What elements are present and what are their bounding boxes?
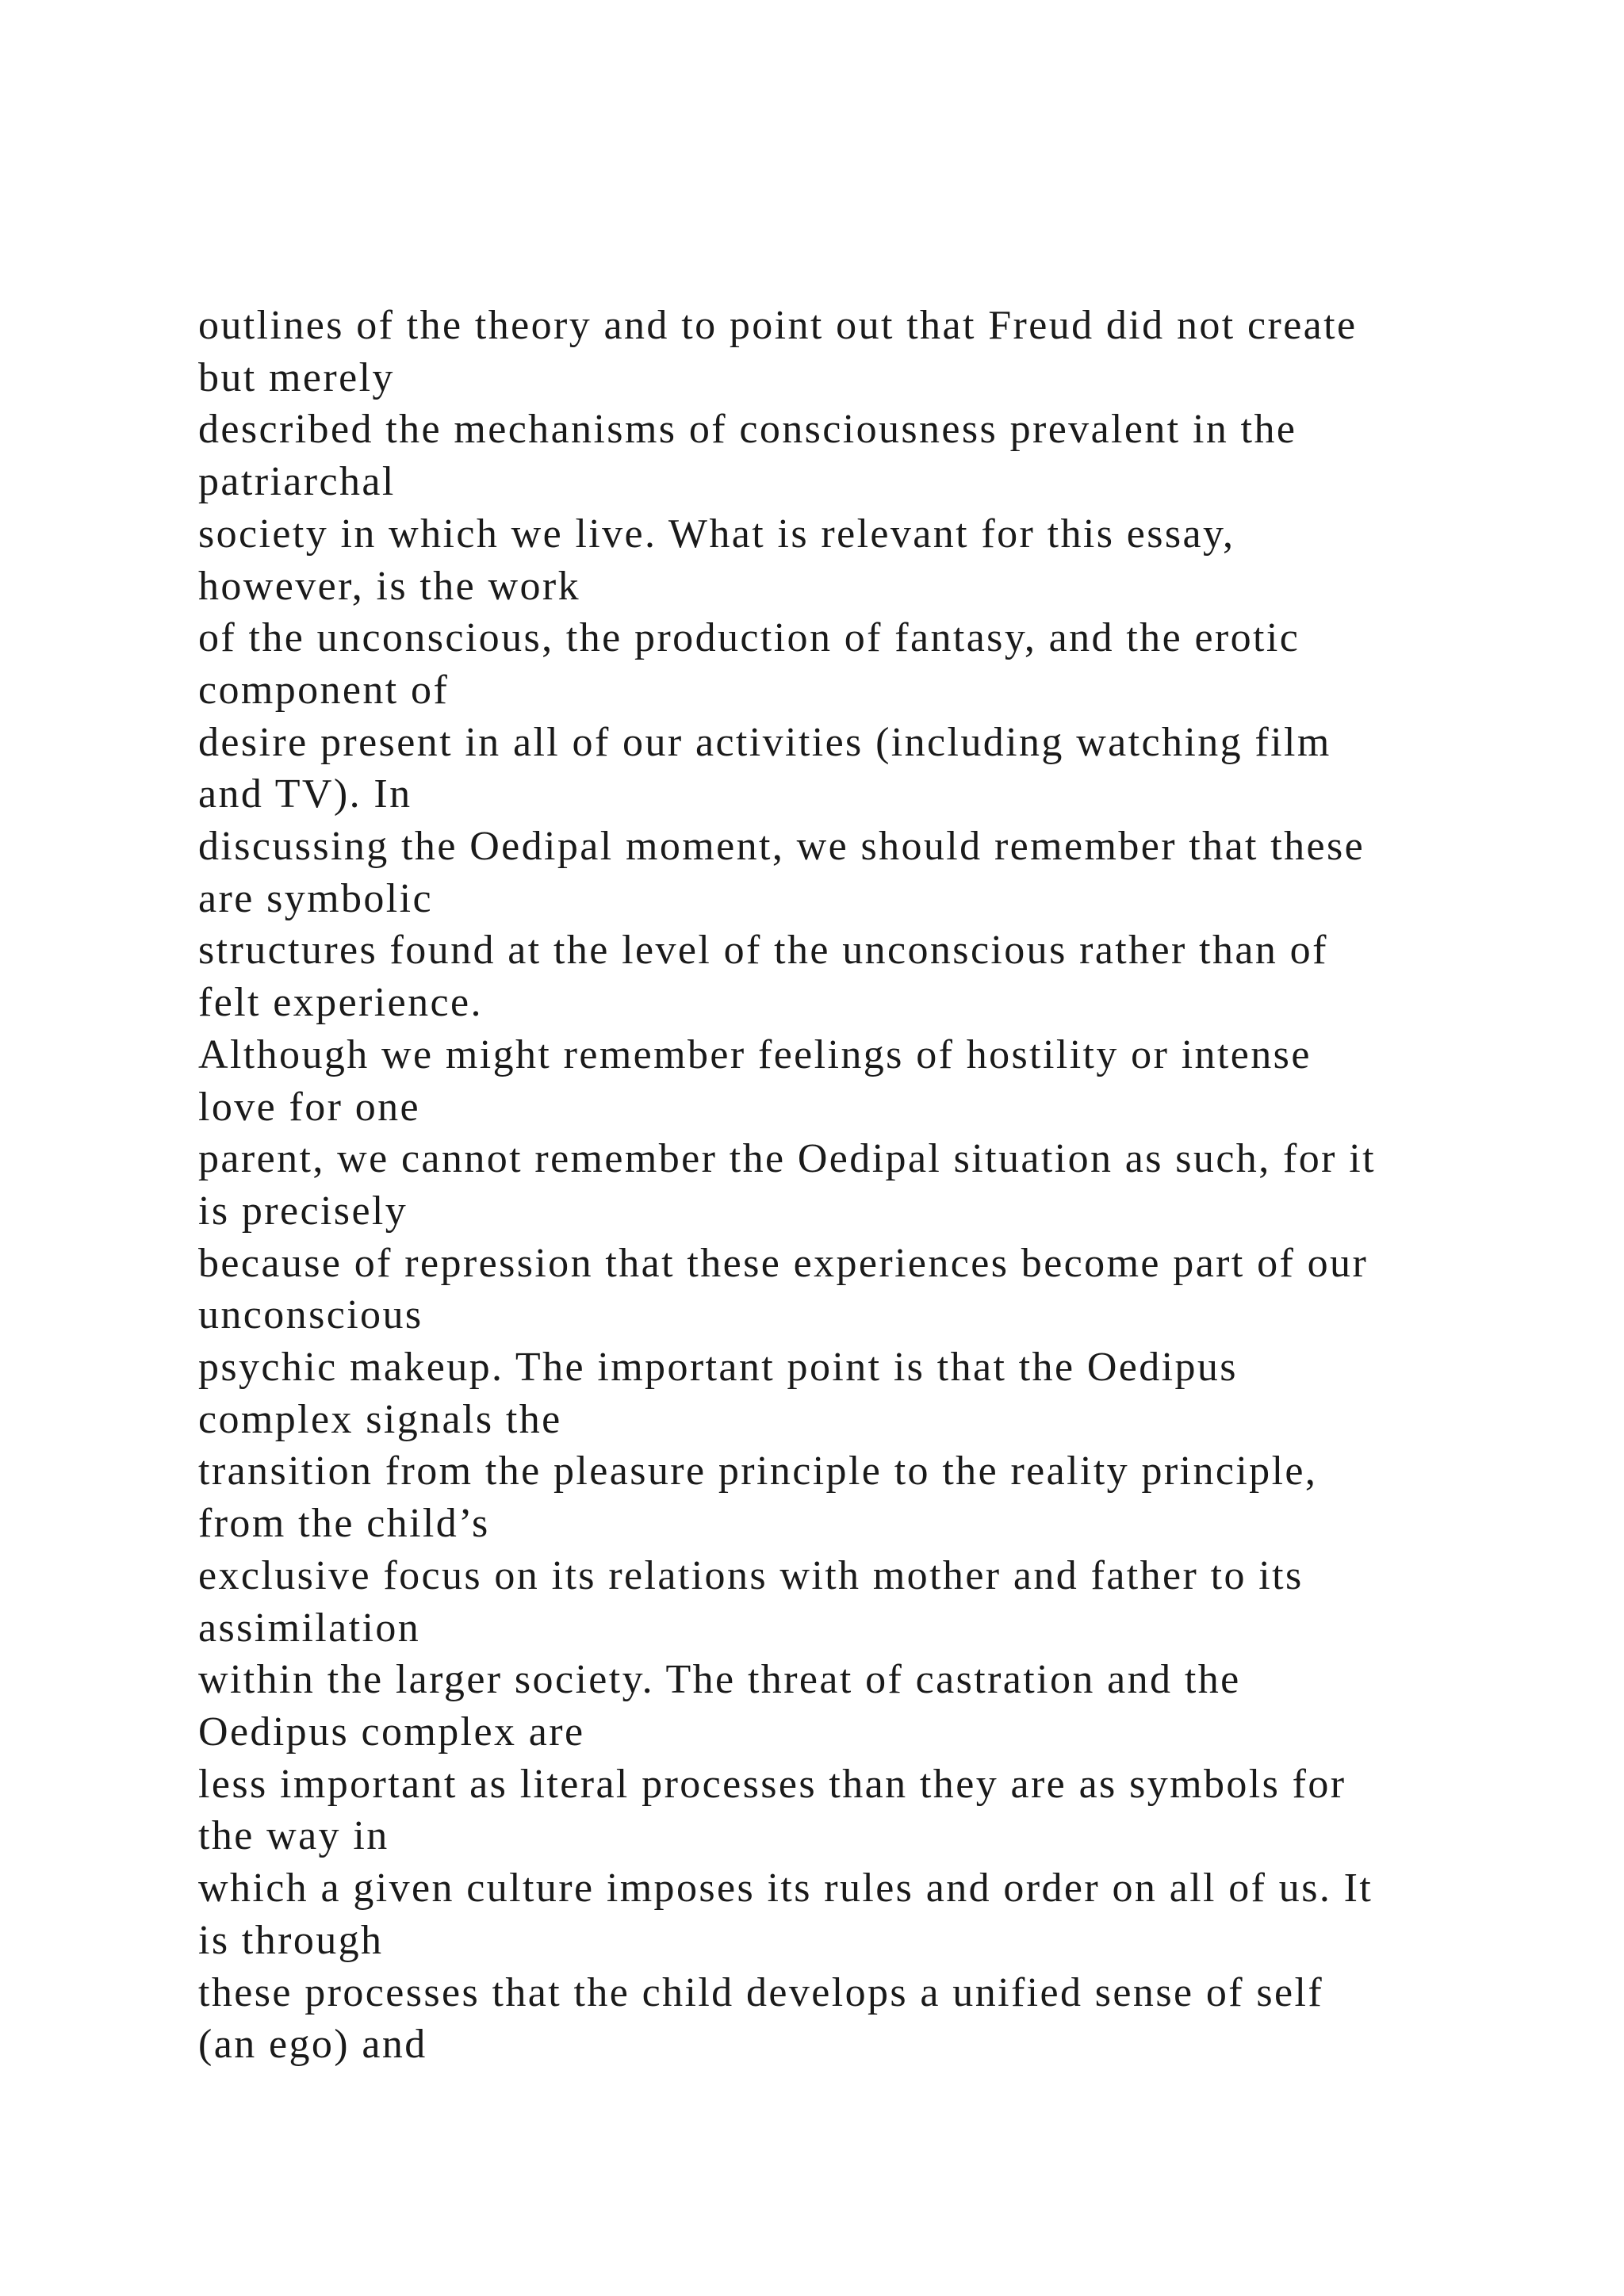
text-line: within the larger society. The threat of castration and the	[198, 1657, 1241, 1703]
text-line: structures found at the level of the unconscious rather than of	[198, 928, 1328, 974]
text-line: of the unconscious, the production of fantasy, and the erotic	[198, 615, 1300, 661]
text-line: however, is the work	[198, 563, 581, 609]
text-line: complex signals the	[198, 1396, 562, 1442]
text-line: parent, we cannot remember the Oedipal situation as such, for it	[198, 1136, 1376, 1182]
text-line: love for one	[198, 1084, 421, 1130]
text-line: unconscious	[198, 1292, 423, 1338]
text-line: exclusive focus on its relations with mother and father to its	[198, 1552, 1304, 1598]
text-line: component of	[198, 667, 450, 713]
text-line: less important as literal processes than they are as symbols for	[198, 1761, 1346, 1807]
text-line: but merely	[198, 354, 395, 400]
text-line: patriarchal	[198, 459, 396, 505]
text-line: society in which we live. What is relevant for this essay,	[198, 511, 1235, 557]
text-line: discussing the Oedipal moment, we should remember that these	[198, 824, 1365, 870]
text-line: the way in	[198, 1813, 389, 1859]
text-line: Although we might remember feelings of hostility or intense	[198, 1031, 1312, 1077]
text-line: these processes that the child develops a unified sense of self	[198, 1969, 1324, 2015]
text-line: is through	[198, 1917, 384, 1963]
text-line: is precisely	[198, 1188, 408, 1234]
body-text	[198, 300, 1499, 2071]
text-line: described the mechanisms of consciousness prevalent in the	[198, 407, 1297, 453]
text-line: which a given culture imposes its rules and order on all of us. It	[198, 1866, 1373, 1911]
text-line: assimilation	[198, 1605, 421, 1651]
text-line: psychic makeup. The important point is that the Oedipus	[198, 1345, 1238, 1391]
text-line: transition from the pleasure principle to the reality principle,	[198, 1448, 1318, 1494]
text-line: because of repression that these experiences become part of our	[198, 1240, 1369, 1286]
text-line: (an ego) and	[198, 2022, 427, 2068]
text-line: and TV). In	[198, 771, 412, 817]
text-line: felt experience.	[198, 980, 483, 1026]
text-line: are symbolic	[198, 875, 433, 921]
text-line: Oedipus complex are	[198, 1709, 585, 1755]
text-line: outlines of the theory and to point out that Freud did not create	[198, 303, 1358, 348]
text-line: from the child’s	[198, 1501, 490, 1547]
text-line: desire present in all of our activities (including watching film	[198, 719, 1331, 765]
